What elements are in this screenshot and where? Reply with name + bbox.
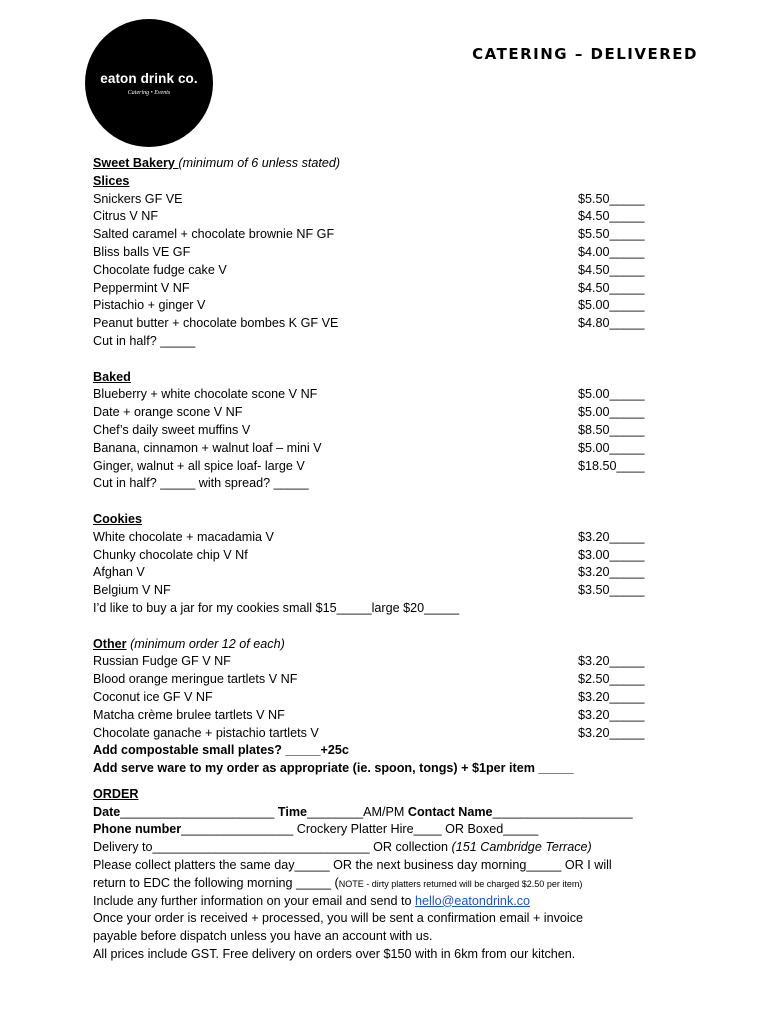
menu-item-name: Peanut butter + chocolate bombes K GF VE bbox=[93, 316, 339, 331]
time-label: Time bbox=[277, 804, 308, 819]
menu-item-name: Citrus V NF bbox=[93, 209, 159, 224]
menu-item-name: White chocolate + macadamia V bbox=[93, 529, 274, 544]
menu-item-name: Snickers GF VE bbox=[93, 191, 183, 206]
menu-item bbox=[93, 564, 713, 582]
cookies-footer: I’d like to buy a jar for my cookies small $15_____large $20_____ bbox=[93, 600, 460, 615]
menu-item-name: Pistachio + ginger V bbox=[93, 298, 206, 313]
menu-item-name: Afghan V bbox=[93, 565, 145, 580]
menu-item bbox=[93, 458, 713, 476]
menu-item bbox=[93, 315, 713, 333]
confirm-line-2: payable before dispatch unless you have an account with us. bbox=[93, 929, 433, 944]
logo bbox=[85, 19, 213, 147]
other-heading: Other bbox=[93, 636, 127, 651]
menu-item bbox=[93, 725, 713, 743]
menu-item bbox=[93, 529, 713, 547]
menu-item bbox=[93, 422, 713, 440]
slices-heading: Slices bbox=[93, 173, 130, 188]
phone-field[interactable]: ________________ Crockery Platter Hire____ OR Boxed_____ bbox=[181, 822, 539, 837]
menu-item-price-field[interactable]: $5.00_____ bbox=[578, 405, 645, 420]
delivery-field[interactable]: Delivery to_______________________________ OR collection bbox=[93, 840, 452, 855]
date-label: Date bbox=[93, 804, 121, 819]
contact-label: Contact Name bbox=[407, 804, 493, 819]
menu-item-price-field[interactable]: $3.20_____ bbox=[578, 689, 645, 704]
collect-line-2: return to EDC the following morning _____ (NOTE - dirty platters returned will be charged $2.50 per item) bbox=[93, 875, 583, 890]
baked-footer: Cut in half? _____ with spread? _____ bbox=[93, 476, 309, 491]
menu-item bbox=[93, 582, 713, 600]
menu-item-name: Ginger, walnut + all spice loaf- large V bbox=[93, 458, 305, 473]
menu-item-price-field[interactable]: $4.50_____ bbox=[578, 209, 645, 224]
slices-list bbox=[93, 191, 713, 333]
menu-item bbox=[93, 297, 713, 315]
menu-item-price-field[interactable]: $3.50_____ bbox=[578, 583, 645, 598]
menu-item bbox=[93, 440, 713, 458]
add-serveware-line: Add serve ware to my order as appropriate (ie. spoon, tongs) + $1per item _____ bbox=[93, 761, 574, 776]
menu-item-price-field[interactable]: $4.50_____ bbox=[578, 280, 645, 295]
other-list bbox=[93, 653, 713, 742]
sweet-bakery-heading-line bbox=[93, 155, 713, 173]
menu-item bbox=[93, 707, 713, 725]
page-title: CATERING – DELIVERED bbox=[472, 45, 698, 63]
menu-item-name: Peppermint V NF bbox=[93, 280, 190, 295]
menu-item-price-field[interactable]: $5.50_____ bbox=[578, 227, 645, 242]
order-date-line bbox=[93, 804, 713, 822]
other-note: (minimum order 12 of each) bbox=[126, 636, 285, 651]
order-phone-line bbox=[93, 821, 713, 839]
info-line: Include any further information on your email and send to hello@eatondrink.co bbox=[93, 893, 531, 908]
menu-item-price-field[interactable]: $2.50_____ bbox=[578, 672, 645, 687]
menu-item bbox=[93, 226, 713, 244]
platter-charge-note: NOTE - dirty platters returned will be charged $2.50 per item) bbox=[338, 878, 583, 889]
menu-content bbox=[93, 155, 713, 964]
menu-item bbox=[93, 208, 713, 226]
menu-item bbox=[93, 191, 713, 209]
email-link[interactable]: hello@eatondrink.co bbox=[415, 893, 531, 908]
menu-item-price-field[interactable]: $5.00_____ bbox=[578, 440, 645, 455]
menu-item-price-field[interactable]: $3.00_____ bbox=[578, 547, 645, 562]
menu-item bbox=[93, 386, 713, 404]
menu-item-name: Chunky chocolate chip V Nf bbox=[93, 547, 248, 562]
menu-item-name: Chocolate ganache + pistachio tartlets V bbox=[93, 725, 319, 740]
order-heading: ORDER bbox=[93, 786, 139, 801]
logo-brand: eaton drink co. bbox=[100, 71, 198, 86]
menu-item bbox=[93, 280, 713, 298]
menu-item bbox=[93, 653, 713, 671]
menu-item bbox=[93, 689, 713, 707]
add-plates-line: Add compostable small plates? _____+25c bbox=[93, 743, 349, 758]
menu-item-price-field[interactable]: $3.20_____ bbox=[578, 565, 645, 580]
menu-item-price-field[interactable]: $5.00_____ bbox=[578, 298, 645, 313]
menu-item-name: Belgium V NF bbox=[93, 583, 171, 598]
menu-item-price-field[interactable]: $18.50____ bbox=[578, 458, 645, 473]
baked-heading: Baked bbox=[93, 369, 131, 384]
menu-item-name: Matcha crème brulee tartlets V NF bbox=[93, 707, 285, 722]
time-field[interactable]: ________AM/PM bbox=[307, 804, 408, 819]
menu-item-name: Chef’s daily sweet muffins V bbox=[93, 422, 251, 437]
cookies-list bbox=[93, 529, 713, 600]
sweet-bakery-heading: Sweet Bakery bbox=[93, 156, 179, 170]
gst-line: All prices include GST. Free delivery on orders over $150 with in 6km from our kitchen. bbox=[93, 947, 576, 962]
cookies-heading: Cookies bbox=[93, 511, 142, 526]
menu-item-price-field[interactable]: $4.00_____ bbox=[578, 244, 645, 259]
collect-line-1: Please collect platters the same day_____ OR the next business day morning_____ OR I will bbox=[93, 858, 612, 873]
menu-item-name: Banana, cinnamon + walnut loaf – mini V bbox=[93, 440, 322, 455]
menu-item bbox=[93, 547, 713, 565]
menu-item-price-field[interactable]: $5.00_____ bbox=[578, 387, 645, 402]
menu-item-name: Blueberry + white chocolate scone V NF bbox=[93, 387, 318, 402]
menu-item-price-field[interactable]: $5.50_____ bbox=[578, 191, 645, 206]
menu-item-price-field[interactable]: $4.50_____ bbox=[578, 262, 645, 277]
menu-item-price-field[interactable]: $3.20_____ bbox=[578, 707, 645, 722]
collection-note: (151 Cambridge Terrace) bbox=[451, 840, 592, 855]
menu-item-name: Russian Fudge GF V NF bbox=[93, 654, 231, 669]
contact-field[interactable]: ____________________ bbox=[492, 804, 633, 819]
menu-item-name: Chocolate fudge cake V bbox=[93, 262, 227, 277]
menu-item bbox=[93, 404, 713, 422]
logo-tagline: Catering • Events bbox=[127, 90, 171, 96]
menu-item-name: Coconut ice GF V NF bbox=[93, 689, 213, 704]
baked-list bbox=[93, 386, 713, 475]
menu-item-price-field[interactable]: $3.20_____ bbox=[578, 725, 645, 740]
menu-item bbox=[93, 262, 713, 280]
menu-item-name: Salted caramel + chocolate brownie NF GF bbox=[93, 227, 335, 242]
slices-footer: Cut in half? _____ bbox=[93, 333, 196, 348]
menu-item-price-field[interactable]: $8.50_____ bbox=[578, 422, 645, 437]
menu-item-name: Bliss balls VE GF bbox=[93, 244, 191, 259]
menu-item-price-field[interactable]: $4.80_____ bbox=[578, 316, 645, 331]
sweet-bakery-note: (minimum of 6 unless stated) bbox=[178, 156, 341, 170]
menu-item-price-field[interactable]: $3.20_____ bbox=[578, 529, 645, 544]
date-field[interactable]: ______________________ bbox=[120, 804, 278, 819]
menu-item bbox=[93, 671, 713, 689]
phone-label: Phone number bbox=[93, 822, 182, 837]
order-delivery-line bbox=[93, 839, 713, 857]
menu-item bbox=[93, 244, 713, 262]
menu-item-name: Date + orange scone V NF bbox=[93, 405, 243, 420]
confirm-line-1: Once your order is received + processed, you will be sent a confirmation email + invoice bbox=[93, 911, 583, 926]
menu-item-name: Blood orange meringue tartlets V NF bbox=[93, 672, 298, 687]
menu-item-price-field[interactable]: $3.20_____ bbox=[578, 654, 645, 669]
